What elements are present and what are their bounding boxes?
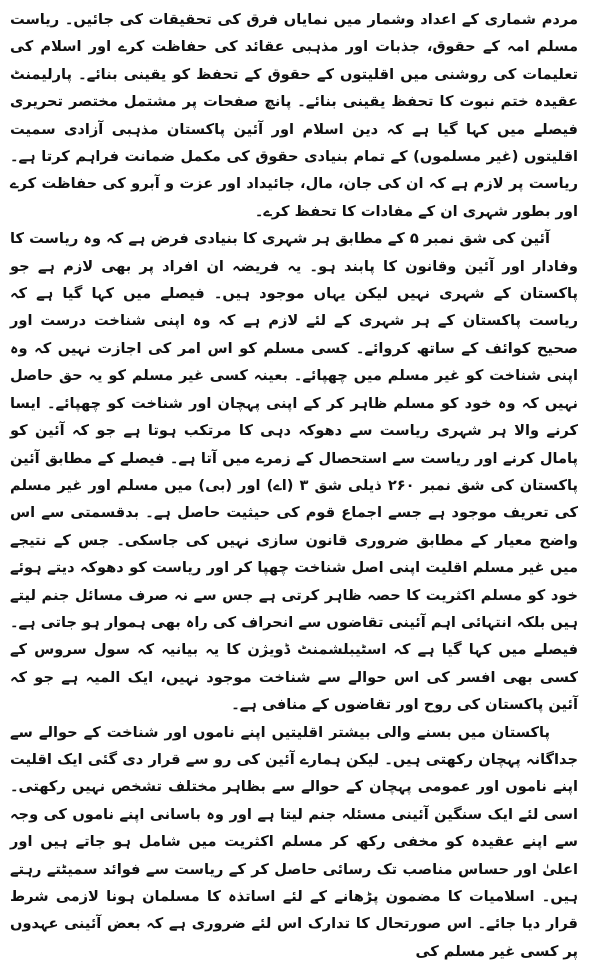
article-paragraph-1: مردم شماری کے اعداد وشمار میں نمایاں فرق کی تحقیقات کی جائیں۔ ریاست مسلم امہ کے حقوق، جذبات اور مذہبی عقائد کی حفاظت کرے اور اسلام کی تعلیمات کی روشنی میں اقلیتوں کے حقوق کے تحفظ کو یقینی بنائے۔ پارلیمنٹ عقیدہ ختم نبوت کا تحفظ یقینی بنائے۔ پانچ صفحات پر مشتمل مختصر تحریری فیصلے میں کہا گیا ہے کہ دین اسلام اور آئین پاکستان مذہبی آزادی سمیت اقلیتوں (غیر مسلموں) کے تمام بنیادی حقوق کی مکمل ضمانت فراہم کرتا ہے۔ ریاست پر لازم ہے کہ ان کی جان، مال، جائیداد اور عزت و آبرو کی حفاظت کرے اور بطور شہری ان کے مفادات کا تحفظ کرے۔ bbox=[10, 11, 578, 220]
article-paragraph-2: آئین کی شق نمبر ۵ کے مطابق ہر شہری کا بنیادی فرض ہے کہ وہ ریاست کا وفادار اور آئین وقانون کا پابند ہو۔ یہ فریضہ ان افراد پر بھی لازم ہے جو پاکستان کے شہری نہیں لیکن یہاں موجود ہیں۔ فیصلے میں کہا گیا ہے کہ ریاست پاکستان کے ہر شہری کے لئے لازم ہے کہ وہ اپنی شناخت درست اور صحیح کوائف کے ساتھ کروائے۔ کسی مسلم کو اس امر کی اجازت نہیں کہ وہ اپنی شناخت کو غیر مسلم میں چھپائے۔ بعینہ کسی غیر مسلم کو یہ حق حاصل نہیں کہ وہ خود کو مسلم ظاہر کر کے اپنی پہچان اور شناخت کو چھپائے۔ ایسا کرنے والا ہر شہری ریاست سے دھوکہ دہی کا مرتکب ہوتا ہے جو کہ آئین کو پامال کرنے اور ریاست سے استحصال کے زمرے میں آتا ہے۔ فیصلے کے مطابق آئین پاکستان کی شق نمبر ۲۶۰ ذیلی شق ۳ (اے) اور (بی) میں مسلم اور غیر مسلم کی تعریف موجود ہے جسے اجماع قوم کی حیثیت حاصل ہے۔ بدقسمتی سے اس واضح معیار کے مطابق ضروری قانون سازی نہیں کی جاسکی۔ جس کے نتیجے میں غیر مسلم اقلیت اپنی اصل شناخت چھپا کر اور ریاست کو دھوکہ دیتے ہوئے خود کو مسلم اکثریت کا حصہ ظاہر کرتی ہے جس سے نہ صرف مسائل جنم لیتے ہیں بلکہ انتہائی اہم آئینی تقاضوں سے انحراف کی راہ بھی ہموار ہو جاتی ہے۔ فیصلے میں کہا گیا ہے کہ اسٹیبلشمنٹ ڈویژن کا یہ بیانیہ کہ سول سروس کے کسی بھی افسر کی اس حوالے سے شناخت موجود نہیں، ایک المیہ ہے جو کہ آئین پاکستان کی روح اور تقاضوں کے منافی ہے۔ bbox=[10, 230, 578, 714]
article-paragraph-3: پاکستان میں بسنے والی بیشتر اقلیتیں اپنے ناموں اور شناخت کے حوالے سے جداگانہ پہچان رکھتی ہیں۔ لیکن ہمارے آئین کی رو سے قرار دی گئی ایک اقلیت اپنے ناموں اور عمومی پہچان کے حوالے سے بظاہر مختلف تشخص نہیں رکھتی۔ اسی لئے ایک سنگین آئینی مسئلہ جنم لیتا ہے اور وہ باسانی اپنے ناموں کی وجہ سے اپنے عقیدہ کو مخفی رکھ کر مسلم اکثریت میں شامل ہو جاتے ہیں اور اعلیٰ اور حساس مناصب تک رسائی حاصل کر کے ریاست سے فوائد سمیٹتے رہتے ہیں۔ اسلامیات کا مضمون پڑھانے کے لئے اساتذہ کا مسلمان ہونا لازمی شرط قرار دیا جائے۔ اس صورتحال کا تدارک اس لئے ضروری ہے کہ بعض آئینی عہدوں پر کسی غیر مسلم کی bbox=[10, 723, 578, 960]
